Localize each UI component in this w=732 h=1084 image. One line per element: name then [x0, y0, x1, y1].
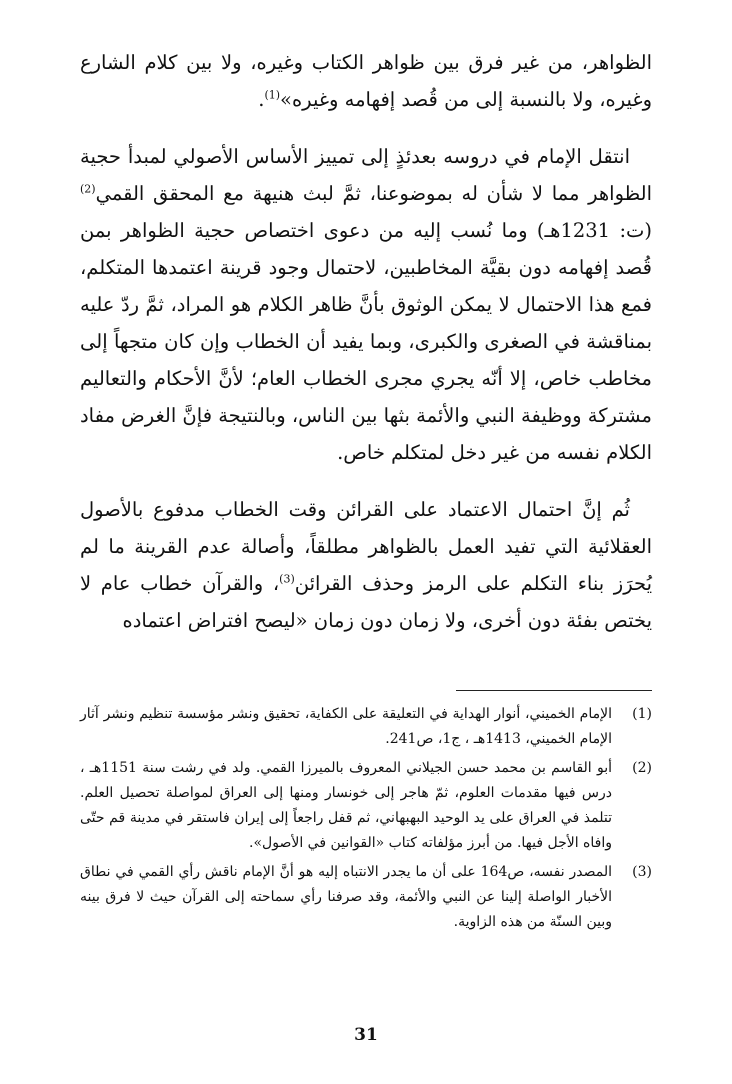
footnote-separator [456, 690, 652, 691]
footnote-text: المصدر نفسه، ص164 على أن ما يجدر الانتباه إليه هو أنَّ الإمام ناقش رأي القمي في نطاق الأخبار الواصلة إلينا عن النبي والأئمة، وقد صرفنا رأي سماحته إلى القرآن حيث لا فرق بينه وبين السنّة من هذه الزاوية. [80, 864, 612, 930]
footnote-ref-2: (2) [80, 182, 96, 196]
paragraph-3-text-a: ثُم إنَّ احتمال الاعتماد على القرائن وقت الخطاب مدفوع بالأصول العقلائية التي تفيد العمل بالظواهر مطلقاً، وأصالة عدم القرينة ما لم يُحرَز بناء التكلم على الرمز وحذف القرائن [80, 498, 653, 595]
footnote-ref-3: (3) [279, 572, 295, 586]
page-number: 31 [354, 1025, 378, 1045]
footnote-number: (1) [632, 706, 652, 722]
paragraph-1-text: الظواهر، من غير فرق بين ظواهر الكتاب وغيره، ولا بين كلام الشارع وغيره، ولا بالنسبة إلى من قُصد إفهامه وغيره» [80, 51, 652, 111]
footnote-3 [80, 860, 652, 935]
footnote-2 [80, 756, 652, 856]
footnote-ref-1: (1) [264, 88, 281, 102]
footnotes [80, 702, 652, 939]
paragraph-2-text-b: (ت: 1231هـ) وما نُسب إليه من دعوى اختصاص حجية الظواهر بمن قُصد إفهامه دون بقيَّة المخاطبين، لاحتمال وجود قرينة اعتمدها المتكلم، فمع هذا الاحتمال لا يمكن الوثوق بأنَّ ظاهر الكلام هو المراد، ثمَّ ردّ عليه بمناقشة في الصغرى والكبرى، وبما يفيد أن الخطاب وإن كان متجهاً إلى مخاطب خاص، إلا أنّه يجري مجرى الخطاب العام؛ لأنَّ الأحكام والتعاليم مشتركة ووظيفة النبي والأئمة بثها بين الناس، وبالنتيجة فإنَّ الغرض مفاد الكلام نفسه من غير دخل لمتكلم خاص. [80, 219, 652, 464]
paragraph-1-end: . [258, 88, 265, 111]
footnote-text: أبو القاسم بن محمد حسن الجيلاني المعروف بالميرزا القمي. ولد في رشت سنة 1151هـ ، درس فيها مقدمات العلوم، ثمّ هاجر إلى خونسار ومنها إلى العراق لمواصلة تحصيل العلم. تتلمذ في العراق على يد الوحيد البهبهاني، ثم قفل راجعاً إلى إيران فاستقر في مدينة قم حتّى وافاه الأجل فيها. من أبرز مؤلفاته كتاب «القوانين في الأصول». [80, 760, 612, 851]
paragraph-2 [80, 138, 652, 471]
footnote-number: (3) [632, 864, 652, 880]
footnote-number: (2) [632, 760, 652, 776]
footnote-1 [80, 702, 652, 752]
paragraph-2-text-a: انتقل الإمام في دروسه بعدئذٍ إلى تمييز الأساس الأصولي لمبدأ حجية الظواهر مما لا شأن له بموضوعنا، ثمَّ لبث هنيهة مع المحقق القمي [80, 145, 652, 205]
footnote-text: الإمام الخميني، أنوار الهداية في التعليقة على الكفاية، تحقيق ونشر مؤسسة تنظيم ونشر آثار الإمام الخميني، 1413هـ ، ج1، ص241. [80, 706, 612, 747]
paragraph-1 [80, 44, 652, 118]
main-text [80, 44, 652, 639]
paragraph-3-text-b: ، والقرآن خطاب عام لا يختص بفئة دون أخرى، ولا زمان دون زمان «ليصح افتراض اعتماده [80, 572, 652, 632]
paragraph-3 [80, 491, 652, 639]
